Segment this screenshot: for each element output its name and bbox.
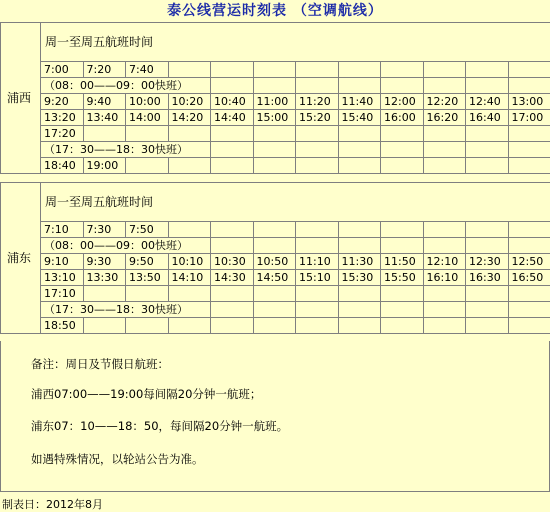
time-cell [508,318,550,334]
table-row [1,62,550,78]
time-cell [211,286,254,302]
notes-pudong: 浦东07：10——18：50，每间隔20分钟一航班。 [31,418,288,434]
time-cell: 16:20 [423,110,466,126]
empty-cell [253,302,296,318]
time-cell [253,222,296,238]
empty-cell [338,142,381,158]
time-cell: 14:50 [253,270,296,286]
time-cell [126,286,169,302]
empty-cell [253,78,296,94]
time-cell [211,62,254,78]
time-cell: 16:40 [466,110,509,126]
time-cell: 12:10 [423,254,466,270]
time-cell: 15:00 [253,110,296,126]
time-cell: 10:30 [211,254,254,270]
time-cell: 18:50 [41,318,84,334]
time-cell [381,126,424,142]
time-cell [466,222,509,238]
time-cell: 17:10 [41,286,84,302]
empty-cell [508,302,550,318]
empty-cell [423,238,466,254]
time-cell [338,158,381,174]
time-cell: 13:50 [126,270,169,286]
time-cell: 13:40 [83,110,126,126]
time-cell: 9:40 [83,94,126,110]
time-cell [466,126,509,142]
table-row [1,94,550,110]
notes-panel [0,341,550,492]
time-cell [126,158,169,174]
time-cell: 14:00 [126,110,169,126]
table-row [1,78,550,94]
time-cell [466,62,509,78]
notes-puxi: 浦西07:00——19:00每间隔20分钟一航班； [31,386,261,402]
time-cell [423,62,466,78]
empty-cell [508,142,550,158]
time-cell [296,62,339,78]
table-row [1,254,550,270]
empty-cell [253,142,296,158]
time-cell: 10:50 [253,254,296,270]
time-cell [83,126,126,142]
time-cell [168,158,211,174]
time-cell: 7:10 [41,222,84,238]
time-cell [253,62,296,78]
empty-cell [466,142,509,158]
time-cell [423,126,466,142]
time-cell [253,126,296,142]
table-row [1,158,550,174]
time-cell: 16:50 [508,270,550,286]
time-cell: 7:40 [126,62,169,78]
time-cell: 14:30 [211,270,254,286]
schedule-table-puxi [0,22,550,174]
time-cell [338,126,381,142]
time-cell: 11:10 [296,254,339,270]
express-note: （08：00——09：00快班） [41,238,211,254]
express-note: （17：30——18：30快班） [41,142,211,158]
time-cell [168,126,211,142]
time-cell [508,286,550,302]
time-cell: 15:50 [381,270,424,286]
time-cell [296,222,339,238]
time-cell: 9:10 [41,254,84,270]
time-cell: 11:00 [253,94,296,110]
time-cell [338,286,381,302]
time-cell: 11:30 [338,254,381,270]
time-cell: 12:30 [466,254,509,270]
empty-cell [211,78,254,94]
time-cell [423,318,466,334]
time-cell: 12:40 [466,94,509,110]
table-row [1,142,550,158]
time-cell [381,62,424,78]
time-cell [126,318,169,334]
empty-cell [338,78,381,94]
time-cell [466,318,509,334]
time-cell: 19:00 [83,158,126,174]
time-cell [508,62,550,78]
time-cell [126,126,169,142]
time-cell: 14:10 [168,270,211,286]
empty-cell [253,238,296,254]
time-cell: 16:00 [381,110,424,126]
time-cell [466,286,509,302]
time-cell [423,286,466,302]
schedule-header: 周一至周五航班时间 [41,183,550,222]
time-cell: 15:20 [296,110,339,126]
empty-cell [466,78,509,94]
time-cell [508,222,550,238]
time-cell [381,222,424,238]
time-cell [296,318,339,334]
time-cell: 13:10 [41,270,84,286]
empty-cell [381,142,424,158]
time-cell: 12:50 [508,254,550,270]
time-cell: 12:20 [423,94,466,110]
empty-cell [296,238,339,254]
table-row [1,126,550,142]
time-cell [253,318,296,334]
table-row [1,110,550,126]
page-title: 泰公线营运时刻表 （空调航线） [0,0,550,23]
empty-cell [338,302,381,318]
table-row [1,270,550,286]
time-cell: 11:20 [296,94,339,110]
time-cell [211,126,254,142]
time-cell [508,126,550,142]
time-cell [168,222,211,238]
empty-cell [381,302,424,318]
time-cell: 9:30 [83,254,126,270]
time-cell [168,62,211,78]
time-cell: 10:40 [211,94,254,110]
time-cell [168,318,211,334]
time-cell: 9:50 [126,254,169,270]
schedule-header: 周一至周五航班时间 [41,23,550,62]
table-row [1,318,550,334]
time-cell [168,286,211,302]
notes-special: 如遇特殊情况，以轮站公告为准。 [31,451,204,467]
time-cell [381,158,424,174]
empty-cell [508,238,550,254]
time-cell: 16:10 [423,270,466,286]
time-cell: 15:10 [296,270,339,286]
empty-cell [296,302,339,318]
empty-cell [338,238,381,254]
time-cell [423,222,466,238]
time-cell: 13:20 [41,110,84,126]
time-cell: 18:40 [41,158,84,174]
station-label: 浦东 [1,183,41,334]
time-cell [211,318,254,334]
table-row [1,302,550,318]
footer-date: 制表日：2012年8月 [2,496,103,512]
time-cell [338,62,381,78]
time-cell [508,158,550,174]
table-row [1,238,550,254]
empty-cell [508,78,550,94]
time-cell [466,158,509,174]
time-cell: 14:20 [168,110,211,126]
empty-cell [381,78,424,94]
express-note: （17：30——18：30快班） [41,302,211,318]
empty-cell [211,238,254,254]
time-cell [381,286,424,302]
time-cell [381,318,424,334]
empty-cell [423,78,466,94]
time-cell: 15:30 [338,270,381,286]
time-cell: 14:40 [211,110,254,126]
table-row [1,286,550,302]
time-cell: 10:10 [168,254,211,270]
time-cell [338,222,381,238]
empty-cell [296,142,339,158]
time-cell: 16:30 [466,270,509,286]
time-cell [253,158,296,174]
time-cell: 7:00 [41,62,84,78]
time-cell: 13:00 [508,94,550,110]
time-cell: 12:00 [381,94,424,110]
time-cell [296,158,339,174]
time-cell: 10:00 [126,94,169,110]
empty-cell [211,302,254,318]
time-cell: 15:40 [338,110,381,126]
time-cell [211,222,254,238]
time-cell [338,318,381,334]
time-cell: 11:40 [338,94,381,110]
time-cell: 9:20 [41,94,84,110]
time-cell [423,158,466,174]
empty-cell [466,302,509,318]
station-label: 浦西 [1,23,41,174]
time-cell [296,126,339,142]
empty-cell [211,142,254,158]
time-cell: 13:30 [83,270,126,286]
time-cell: 17:20 [41,126,84,142]
time-cell [296,286,339,302]
table-row [1,222,550,238]
time-cell: 7:30 [83,222,126,238]
empty-cell [466,238,509,254]
schedule-table-pudong [0,182,550,334]
time-cell [211,158,254,174]
time-cell [83,286,126,302]
time-cell [83,318,126,334]
express-note: （08：00——09：00快班） [41,78,211,94]
empty-cell [381,238,424,254]
time-cell: 7:50 [126,222,169,238]
empty-cell [423,302,466,318]
empty-cell [296,78,339,94]
time-cell: 11:50 [381,254,424,270]
time-cell: 10:20 [168,94,211,110]
time-cell: 17:00 [508,110,550,126]
time-cell: 7:20 [83,62,126,78]
empty-cell [423,142,466,158]
time-cell [253,286,296,302]
notes-heading: 备注：周日及节假日航班： [31,356,169,372]
